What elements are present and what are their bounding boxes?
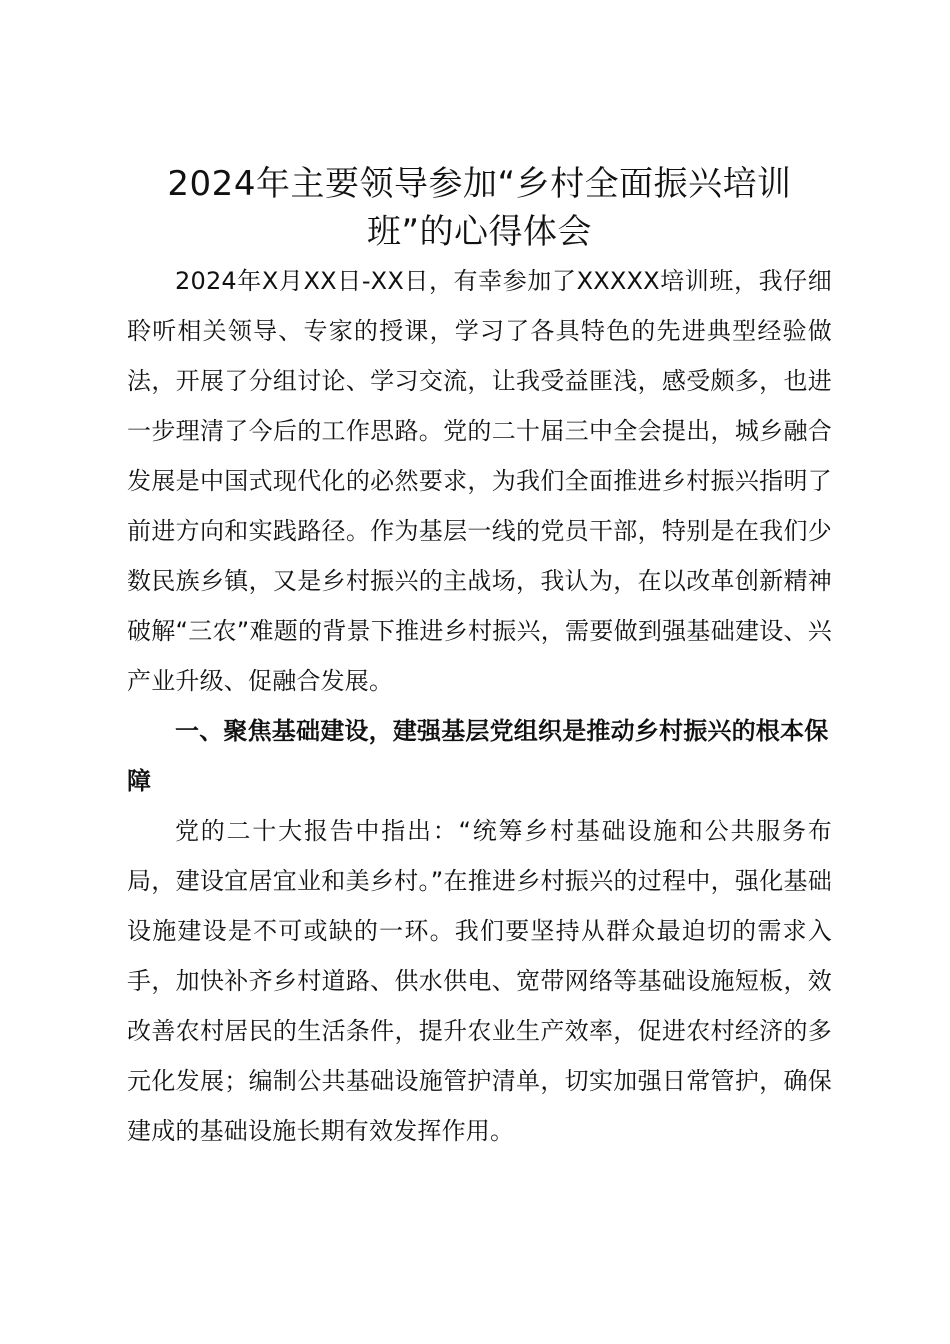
section-heading-1: 一、聚焦基础建设，建强基层党组织是推动乡村振兴的根本保障 [127, 717, 829, 795]
document-title: 2024年主要领导参加“乡村全面振兴培训班”的心得体会 [167, 164, 792, 252]
intro-paragraph: 2024年X月XX日-XX日，有幸参加了XXXXX培训班，我仔细聆听相关领导、专家的授课，学习了各具特色的先进典型经验做法，开展了分组讨论、学习交流，让我受益匪浅，感受颇多，也进一步理清了今后的工作思路。党的二十届三中全会提出，城乡融合发展是中国式现代化的必然要求，为我们全面推进乡村振兴指明了前进方向和实践路径。作为基层一线的党员干部，特别是在我们少数民族乡镇，又是乡村振兴的主战场，我认为，在以改革创新精神破解“三农”难题的背景下推进乡村振兴，需要做到强基础建设、兴产业升级、促融合发展。 [127, 267, 832, 695]
document-page [127, 160, 832, 1156]
section-1-paragraph: 党的二十大报告中指出：“统筹乡村基础设施和公共服务布局，建设宜居宜业和美乡村。”在推进乡村振兴的过程中，强化基础设施建设是不可或缺的一环。我们要坚持从群众最迫切的需求入手，加快补齐乡村道路、供水供电、宽带网络等基础设施短板，效改善农村居民的生活条件，提升农业生产效率，促进农村经济的多元化发展；编制公共基础设施管护清单，切实加强日常管护，确保建成的基础设施长期有效发挥作用。 [127, 817, 832, 1145]
